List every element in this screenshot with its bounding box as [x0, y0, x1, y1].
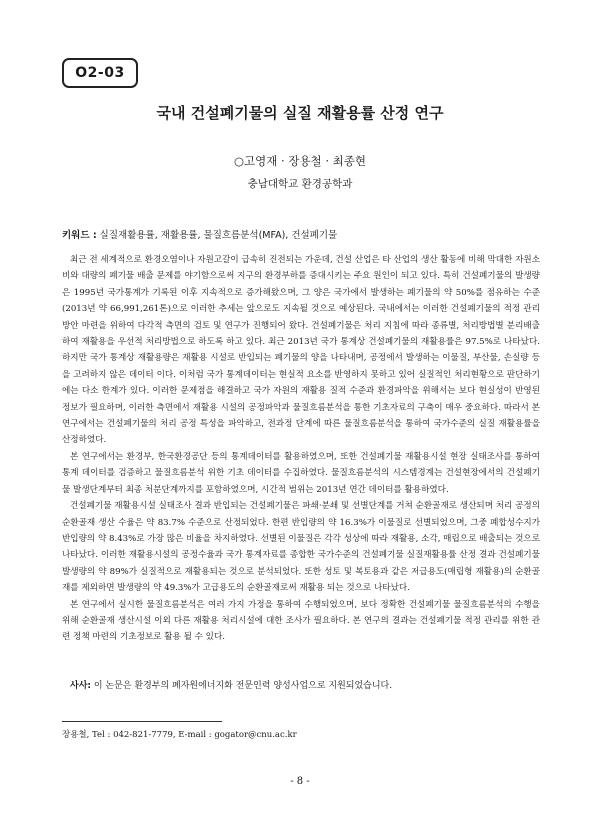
author-list: ○고영재 · 장용철 · 최종현: [234, 154, 366, 168]
paragraph-methods: 본 연구에서는 환경부, 한국환경공단 등의 통계데이터를 활용하였으며, 또한 건설폐기물 재활용시설 현장 실태조사를 통하여 통계 데이터를 검증하고 물질흐름분석 위한 기초 데이터를 수집하였다. 물질흐름분석의 시스템경계는 건설현장에서의 건설폐기물 발생단계부터 최종 처분단계까지를 포함하였으며, 시간적 범위는 2013년 연간 데이터를 활용하였다.: [62, 451, 540, 495]
session-code-badge: O2-03: [62, 58, 138, 88]
keywords-text: 실질재활용률, 재활용률, 물질흐름분석(MFA), 건설폐기물: [99, 230, 338, 241]
acknowledgement-label: 사사:: [70, 681, 91, 691]
abstract-body: [62, 252, 540, 646]
page-number: - 8 -: [290, 776, 310, 787]
acknowledgement: [62, 678, 550, 691]
corresponding-author-footnote: 장용철, Tel : 042-821-7779, E-mail : gogator@cnu.ac.kr: [62, 730, 297, 740]
footnote-divider: [62, 721, 222, 722]
acknowledgement-text: 이 논문은 환경부의 폐자원에너지화 전문인력 양성사업으로 지원되었습니다.: [93, 681, 393, 691]
paragraph-conclusion: 본 연구에서 실시한 물질흐름분석은 여러 가지 가정을 통하여 수행되었으며, 보다 정확한 건설폐기물 물질흐름분석의 수행을 위해 순환골재 생산시설 이외 다른 재활용 처리시설에 대한 조사가 필요하다. 본 연구의 결과는 건설폐기물 적정 관리를 위한 관련 정책 마련의 기초정보로 활용 될 수 있다.: [62, 599, 540, 643]
keywords-label: 키워드 :: [62, 230, 97, 241]
affiliation: 충남대학교 환경공학과: [247, 178, 353, 190]
paper-title: 국내 건설폐기물의 실질 재활용률 산정 연구: [156, 104, 444, 122]
paragraph-introduction: 최근 전 세계적으로 환경오염이나 자원고갈이 급속히 진전되는 가운데, 건설 산업은 타 산업의 생산 활동에 비해 막대한 자원소비와 대량의 폐기물 배출 문제를 야기함으로써 지구의 환경부하를 증대시키는 주요 원인이 되고 있다. 특히 건설폐기물의 발생량은 1995년 국가통계가 기록된 이후 지속적으로 증가해왔으며, 그 양은 국가에서 발생하는 폐기물의 약 50%를 점유하는 수준(2013년 약 66,991,261톤)으로 이러한 추세는 앞으로도 지속될 것으로 예상된다. 국내에서는 이러한 건설폐기물의 적정 관리방안 마련을 위하여 다각적 측면의 검토 및 연구가 진행되어 왔다. 건설폐기물은 처리 지침에 따라 종류별, 처리방법별 분리배출 하여 재활용을 우선적 처리방법으로 하도록 하고 있다. 최근 2013년 국가 통계상 건설폐기물의 재활용률은 97.5%로 나타났다. 하지만 국가 통계상 재활용량은 재활용 시설로 반입되는 폐기물의 양을 나타내며, 공정에서 발생하는 이물질, 부산물, 손실량 등을 고려하지 않은 데이터 이다. 이처럼 국가 통계데이터는 현실적 요소를 반영하지 못하고 있어 실질적인 처리현황으로 판단하기에는 다소 한계가 있다. 이러한 문제점을 해결하고 국가 자원의 재활용 질적 수준과 환경파악을 위해서는 보다 현실성이 반영된 정보가 필요하며, 이러한 측면에서 재활용 시설의 공정파악과 물질흐름분석을 통한 기초자료의 구축이 매우 중요하다. 따라서 본 연구에서는 건설폐기물의 처리 공정 특성을 파악하고, 전과정 단계에 따른 물질흐름분석을 통하여 국가수준의 실질 재활용률을 산정하였다.: [62, 255, 540, 446]
paragraph-results: 건설폐기물 재활용시설 실태조사 결과 반입되는 건설폐기물은 파쇄·분쇄 및 선별단계를 거쳐 순환골재로 생산되며 처리 공정의 순환골재 생산 수율은 약 83.7% 수준으로 산정되었다. 한편 반입량의 약 16.3%가 이물질로 선별되었으며, 그중 폐합성수지가 반입량의 약 8.43%로 가장 많은 비율을 차지하였다. 선별된 이물질은 각각 성상에 따라 재활용, 소각, 매립으로 배출되는 것으로 나타났다. 이러한 재활용시설의 공정수율과 국가 통계자료를 종합한 국가수준의 건설폐기물 실질재활용률 산정 결과 건설폐기물 발생량의 약 89%가 실질적으로 재활용되는 것으로 분석되었다. 또한 성토 및 복토용과 같은 저급용도(매립형 재활용)의 순환골재를 제외하면 발생량의 약 49.3%가 고급용도의 순환골재로써 재활용 되는 것으로 나타났다.: [62, 501, 540, 594]
keywords-line: [62, 227, 542, 241]
